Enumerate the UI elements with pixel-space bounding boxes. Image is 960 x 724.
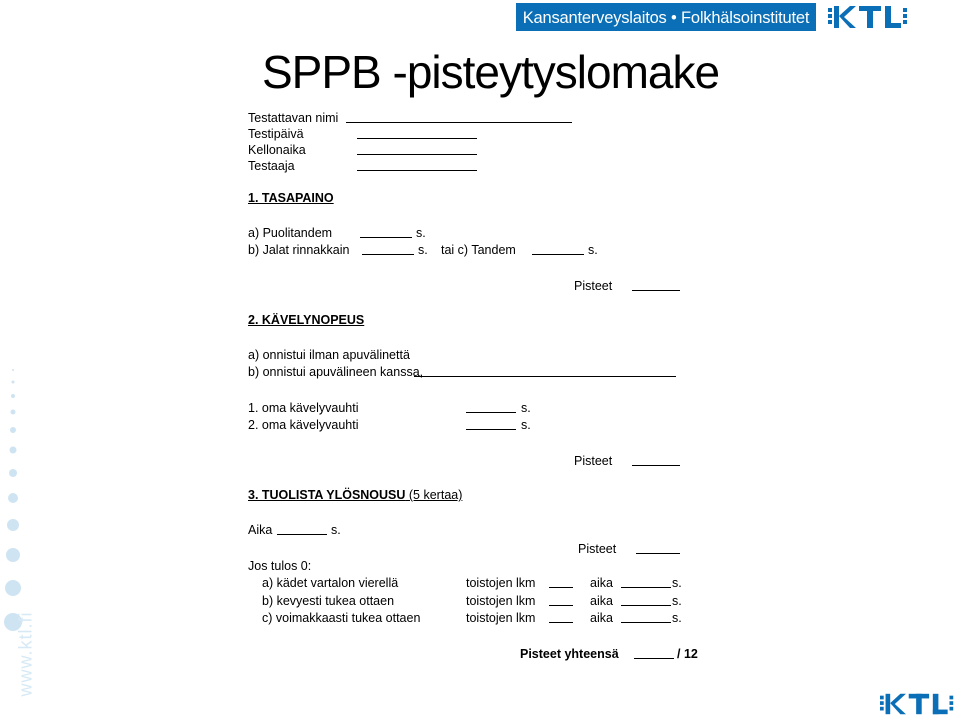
section-balance-heading: 1. TASAPAINO [248, 191, 334, 205]
row-b-unit: s. [672, 594, 682, 608]
row-c-count-field[interactable] [549, 622, 573, 623]
chair-heading-text: 3. TUOLISTA YLÖSNOUSU [248, 488, 406, 502]
chair-heading-suffix: (5 kertaa) [405, 488, 463, 502]
side-by-side-unit: s. [418, 243, 428, 257]
tester-field[interactable] [357, 170, 477, 171]
row-a-time-field[interactable] [621, 587, 671, 588]
total-points-field[interactable] [634, 658, 674, 659]
semi-tandem-unit: s. [416, 226, 426, 240]
walk-speed-1-label: 1. oma kävelyvauhti [248, 401, 359, 415]
chair-time-unit: s. [331, 523, 341, 537]
row-a-count-label: toistojen lkm [466, 576, 536, 590]
institution-name: Kansanterveyslaitos • Folkhälsoinstitutet [522, 9, 810, 27]
gait-points-field[interactable] [632, 465, 680, 466]
ktl-logo-bottom [880, 690, 956, 718]
clock-time-field[interactable] [357, 154, 477, 155]
gait-points-label: Pisteet [574, 454, 613, 468]
row-b-time-label: aika [590, 594, 613, 608]
row-b-count-label: toistojen lkm [466, 594, 536, 608]
walk-speed-1-field[interactable] [466, 412, 516, 413]
row-a-unit: s. [672, 576, 682, 590]
row-c-time-field[interactable] [621, 622, 671, 623]
chair-points-label: Pisteet [578, 542, 617, 556]
chair-time-field[interactable] [277, 534, 327, 535]
semi-tandem-field[interactable] [360, 237, 412, 238]
walk-speed-2-field[interactable] [466, 429, 516, 430]
gait-with-aid: b) onnistui apuvälineen kanssa, [248, 365, 424, 379]
side-by-side-label: b) Jalat rinnakkain [248, 243, 350, 257]
total-points-max: / 12 [677, 647, 698, 661]
page-title: SPPB -pisteytyslomake [262, 46, 720, 98]
if-zero-label: Jos tulos 0: [248, 559, 312, 573]
total-points-label: Pisteet yhteensä [520, 647, 619, 661]
date-field[interactable] [357, 138, 477, 139]
row-c-count-label: toistojen lkm [466, 611, 536, 625]
row-c-label: c) voimakkaasti tukea ottaen [262, 611, 421, 625]
chair-points-field[interactable] [636, 553, 680, 554]
ktl-logo [828, 2, 910, 32]
balance-points-field[interactable] [632, 290, 680, 291]
chair-time-label: Aika [248, 523, 273, 537]
row-c-unit: s. [672, 611, 682, 625]
semi-tandem-label: a) Puolitandem [248, 226, 333, 240]
tandem-unit: s. [588, 243, 598, 257]
section-gait-heading: 2. KÄVELYNOPEUS [248, 313, 365, 327]
row-b-time-field[interactable] [621, 605, 671, 606]
tandem-label: tai c) Tandem [441, 243, 516, 257]
walk-speed-1-unit: s. [521, 401, 531, 415]
gait-without-aid: a) onnistui ilman apuvälinettä [248, 348, 410, 362]
date-label: Testipäivä [248, 127, 304, 141]
name-field[interactable] [346, 122, 572, 123]
side-by-side-field[interactable] [362, 254, 414, 255]
website-url: www.ktl.fi [15, 611, 36, 697]
tester-label: Testaaja [248, 159, 295, 173]
balance-points-label: Pisteet [574, 279, 613, 293]
section-chair-heading [248, 487, 462, 503]
header-bar [0, 0, 960, 34]
time-label: Kellonaika [248, 143, 306, 157]
tandem-field[interactable] [532, 254, 584, 255]
row-b-label: b) kevyesti tukea ottaen [262, 594, 395, 608]
aid-field[interactable] [414, 376, 676, 377]
row-b-count-field[interactable] [549, 605, 573, 606]
row-a-time-label: aika [590, 576, 613, 590]
row-a-label: a) kädet vartalon vierellä [262, 576, 399, 590]
walk-speed-2-unit: s. [521, 418, 531, 432]
row-c-time-label: aika [590, 611, 613, 625]
walk-speed-2-label: 2. oma kävelyvauhti [248, 418, 359, 432]
name-label: Testattavan nimi [248, 111, 339, 125]
row-a-count-field[interactable] [549, 587, 573, 588]
